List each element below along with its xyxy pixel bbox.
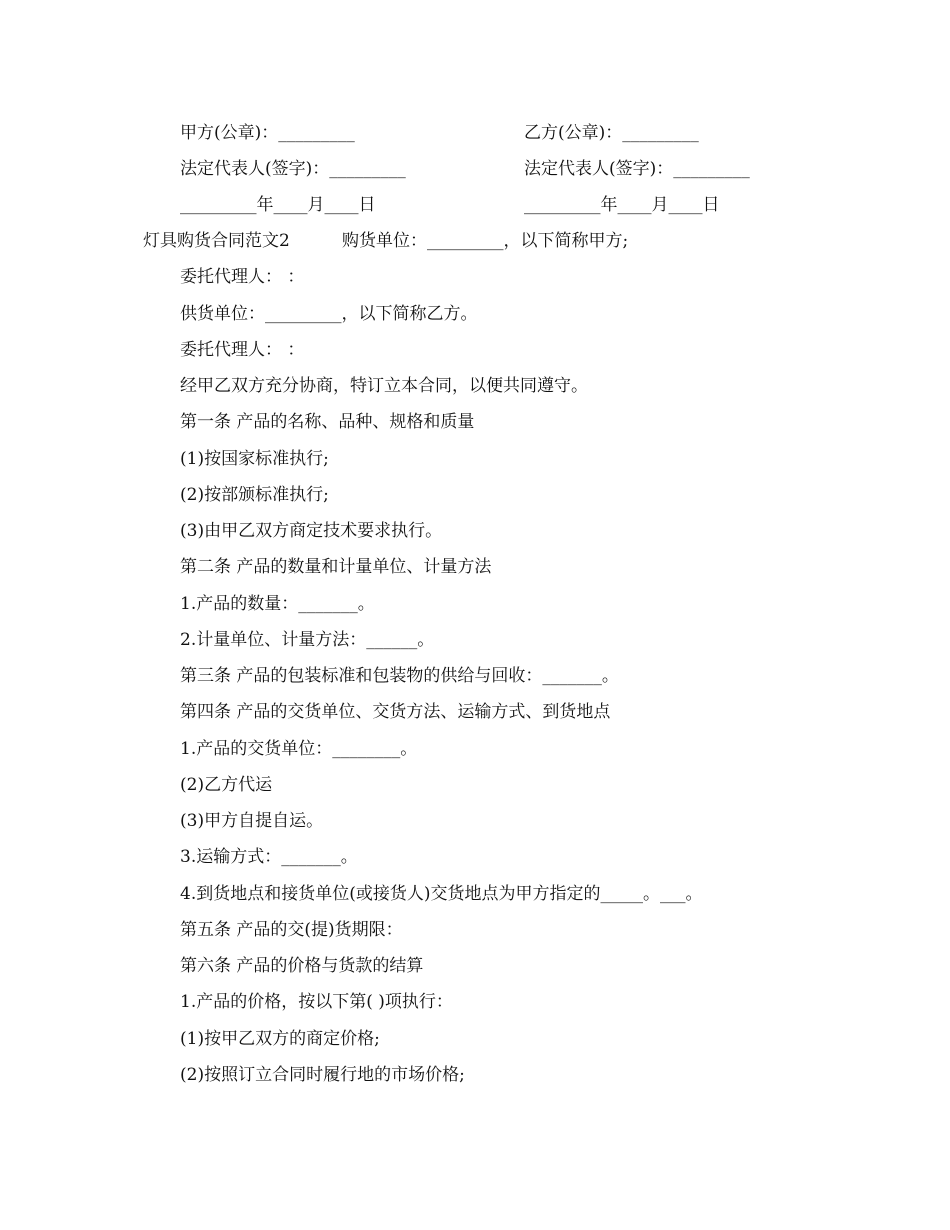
party-a-date: _________年____月____日 <box>180 195 376 215</box>
body-line: 1.产品的价格，按以下第( )项执行： <box>180 992 453 1012</box>
body-line: (2)按部颁标准执行; <box>180 485 329 505</box>
section-heading: 第三条 产品的包装标准和包装物的供给与回收：_______。 <box>180 666 619 686</box>
body-line: 经甲乙双方充分协商，特订立本合同，以便共同遵守。 <box>180 376 588 396</box>
body-line: (2)乙方代运 <box>180 775 273 795</box>
body-line: 3.运输方式：_______。 <box>180 847 358 867</box>
section-heading: 第二条 产品的数量和计量单位、计量方法 <box>180 557 492 577</box>
body-line: (2)按照订立合同时履行地的市场价格; <box>180 1065 465 1085</box>
body-line: (1)按甲乙双方的商定价格; <box>180 1029 380 1049</box>
party-b-seal: 乙方(公章)：_________ <box>524 123 699 143</box>
section-heading: 第四条 产品的交货单位、交货方法、运输方式、到货地点 <box>180 702 611 722</box>
party-b-representative: 法定代表人(签字)：_________ <box>524 159 750 179</box>
contract-title: 灯具购货合同范文2 <box>143 231 290 251</box>
body-line: 1.产品的交货单位：________。 <box>180 739 418 759</box>
party-b-date: _________年____月____日 <box>524 195 720 215</box>
section-heading: 第五条 产品的交(提)货期限： <box>180 920 403 940</box>
body-line: 4.到货地点和接货单位(或接货人)交货地点为甲方指定的_____。___。 <box>180 884 703 904</box>
buyer-line: 购货单位：_________，以下简称甲方; <box>342 231 629 251</box>
section-heading: 第一条 产品的名称、品种、规格和质量 <box>180 412 475 432</box>
body-line: 委托代理人： ： <box>180 340 305 360</box>
body-line: 2.计量单位、计量方法：______。 <box>180 630 435 650</box>
party-a-representative: 法定代表人(签字)：_________ <box>180 159 406 179</box>
section-heading: 第六条 产品的价格与货款的结算 <box>180 956 424 976</box>
body-line: 委托代理人： ： <box>180 267 305 287</box>
body-line: (3)由甲乙双方商定技术要求执行。 <box>180 521 443 541</box>
party-a-seal: 甲方(公章)：_________ <box>180 123 355 143</box>
body-line: 1.产品的数量：_______。 <box>180 594 375 614</box>
body-line: (1)按国家标准执行; <box>180 449 329 469</box>
body-line: (3)甲方自提自运。 <box>180 811 324 831</box>
body-line: 供货单位：_________，以下简称乙方。 <box>180 304 478 324</box>
